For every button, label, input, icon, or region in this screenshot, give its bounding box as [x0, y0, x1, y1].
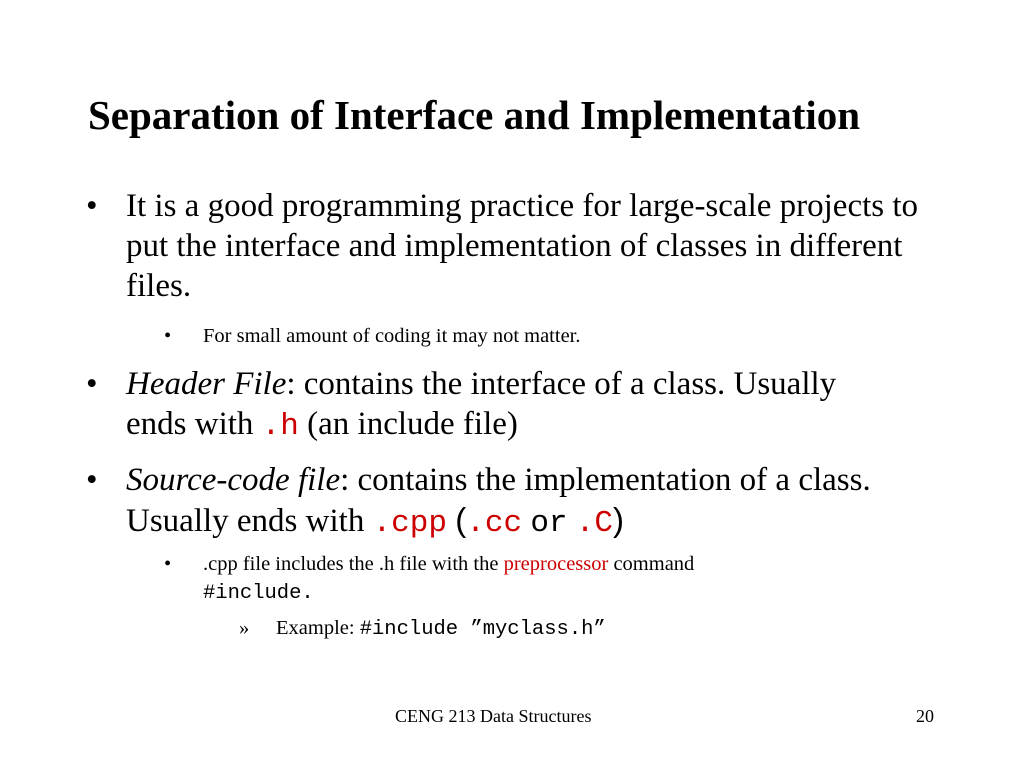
- bullet-2-text-a: : contains the interface of a class. Usually ends with: [126, 366, 837, 442]
- paren-close: ): [613, 501, 624, 538]
- bullet-2: [86, 364, 886, 447]
- example-label: Example:: [276, 617, 355, 639]
- sub-bullet-dot: •: [164, 553, 172, 575]
- sub-bullet-1-1-text: For small amount of coding it may not matter.: [203, 325, 581, 347]
- sub-bullet-3-1: [164, 550, 923, 608]
- source-file-term: Source-code file: [126, 462, 341, 498]
- bullet-dot: •: [86, 188, 98, 224]
- bullet-dot: •: [86, 366, 98, 402]
- bullet-2-text-b: (an include file): [307, 406, 518, 442]
- cc-extension: .cc: [466, 506, 523, 541]
- c-extension: .C: [575, 506, 613, 541]
- slide-title: Separation of Interface and Implementation: [88, 92, 861, 138]
- header-extension: .h: [261, 409, 299, 444]
- bullet-3-text-a: : contains the implementation of a class. Usually ends with: [126, 462, 871, 539]
- bullet-1: [86, 186, 946, 306]
- subsub-bullet-marker: »: [239, 617, 250, 639]
- sub-bullet-3-1-text-b: command: [613, 553, 695, 575]
- bullet-3: [86, 460, 956, 544]
- cpp-extension: .cpp: [372, 506, 447, 541]
- sub-bullet-1-1: [164, 322, 581, 350]
- header-file-term: Header File: [126, 366, 287, 402]
- sub-bullet-dot: •: [164, 325, 172, 347]
- or-word: or: [530, 506, 568, 541]
- sub-sub-bullet-3-1-1: [239, 614, 606, 644]
- preprocessor-term: preprocessor: [503, 553, 609, 575]
- footer-course: CENG 213 Data Structures: [395, 706, 592, 726]
- footer-page-number: 20: [916, 706, 934, 726]
- include-directive: #include.: [203, 582, 314, 605]
- paren-open: (: [455, 501, 467, 538]
- bullet-dot: •: [86, 462, 98, 498]
- sub-bullet-3-1-text-a: .cpp file includes the .h file with the: [203, 553, 499, 575]
- bullet-1-text: It is a good programming practice for large-scale projects to put the interface and implementation of classes in different files.: [126, 188, 919, 304]
- example-code: #include ”myclass.h”: [359, 618, 606, 641]
